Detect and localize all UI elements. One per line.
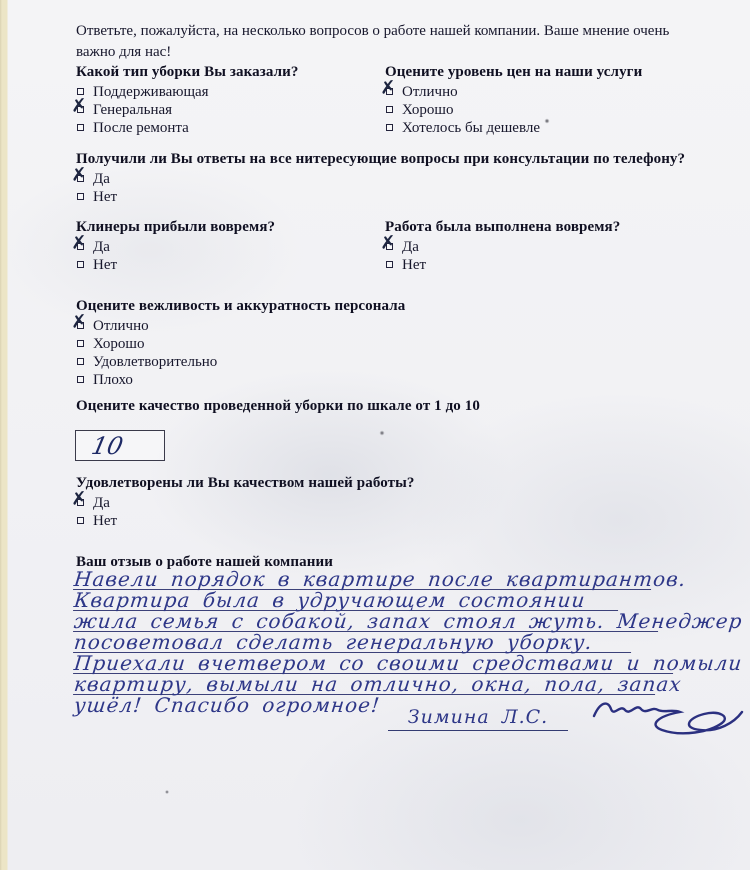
option-label: Поддерживающая	[93, 84, 209, 100]
handwritten-line: Квартира была в удручающем состоянии	[73, 590, 620, 611]
check-x-icon: ✗	[69, 163, 89, 187]
option-da	[69, 231, 384, 256]
feedback-label: Ваш отзыв о работе нашей компании	[76, 554, 333, 570]
question-label: Оцените уровень цен на наши услуги	[385, 64, 643, 80]
checkbox-icon	[77, 88, 84, 95]
option-da	[69, 487, 496, 512]
question-politeness	[69, 298, 576, 389]
option-otlichno	[378, 76, 715, 101]
option-label: Отлично	[93, 318, 149, 334]
handwritten-line: Приехали вчетвером со своими средствами и помыли	[72, 651, 744, 675]
handwritten-line: Навели порядок в квартире после квартирантов.	[72, 567, 688, 591]
check-x-icon: ✗	[69, 94, 89, 118]
question-label: Оцените вежливость и аккуратность персонала	[76, 298, 406, 314]
option-label: Да	[93, 239, 110, 255]
question-cleaning-type	[69, 64, 384, 137]
option-label: Да	[402, 239, 419, 255]
check-x-icon: ✗	[378, 231, 398, 255]
check-x-icon: ✗	[69, 487, 89, 511]
checkbox-icon	[386, 124, 393, 131]
checkbox-icon	[77, 261, 84, 268]
option-khorosho	[385, 101, 715, 119]
question-phone-consultation	[69, 151, 716, 206]
checkbox-icon	[77, 340, 84, 347]
quality-score-value: 10	[89, 432, 126, 460]
question-cleaners-arrival	[69, 219, 384, 274]
option-label: Да	[93, 495, 110, 511]
check-x-icon: ✗	[69, 231, 89, 255]
option-generalnaya	[69, 94, 384, 119]
option-khorosho	[76, 335, 576, 353]
option-label: Генеральная	[93, 102, 173, 118]
option-da	[378, 231, 715, 256]
question-label: Какой тип уборки Вы заказали?	[76, 64, 299, 80]
option-label: Да	[93, 171, 110, 187]
checkbox-icon	[77, 376, 84, 383]
option-net	[76, 512, 496, 530]
option-posle-remonta	[76, 119, 384, 137]
question-label: Работа была выполнена вовремя?	[385, 219, 621, 235]
checkbox-icon	[77, 517, 84, 524]
option-da	[69, 163, 716, 188]
option-plokho	[76, 371, 576, 389]
signature-name: Зимина Л.С.	[388, 706, 568, 731]
checkbox-icon	[77, 193, 84, 200]
option-label: Удовлетворительно	[93, 354, 218, 370]
handwritten-line: жила семья с собакой, запах стоял жуть. Менеджер	[72, 609, 744, 633]
checkbox-icon	[386, 106, 393, 113]
question-work-on-time	[378, 219, 715, 274]
option-otlichno	[69, 310, 576, 335]
option-label: Отлично	[402, 84, 458, 100]
signature-flourish	[592, 696, 744, 745]
option-podderzhivayushchaya	[76, 83, 384, 101]
option-label: Плохо	[93, 372, 133, 388]
option-net	[385, 256, 715, 274]
option-label: Нет	[93, 513, 118, 529]
checkbox-icon	[386, 261, 393, 268]
check-x-icon: ✗	[69, 310, 89, 334]
option-label: Хорошо	[402, 102, 454, 118]
option-label: Нет	[93, 189, 118, 205]
option-label: Нет	[93, 257, 118, 273]
check-x-icon: ✗	[378, 76, 398, 100]
handwritten-line: посоветовал сделать генеральную уборку.	[73, 632, 633, 653]
handwritten-line: квартиру, вымыли на отлично, окна, пола, запах	[72, 672, 683, 696]
intro-text: Ответьте, пожалуйста, на несколько вопросов о работе нашей компании. Ваше мнение очень важно для нас!	[76, 23, 670, 60]
signature-scribble-icon	[592, 696, 744, 740]
question-satisfied	[69, 475, 496, 530]
checkbox-icon	[77, 358, 84, 365]
question-label: Получили ли Вы ответы на все нитересующие вопросы при консультации по телефону?	[76, 151, 686, 167]
question-label: Клинеры прибыли вовремя?	[76, 219, 276, 235]
option-net	[76, 188, 716, 206]
checkbox-icon	[77, 124, 84, 131]
question-label: Удовлетворены ли Вы качеством нашей работы?	[76, 475, 415, 491]
option-udovletvoritelno	[76, 353, 576, 371]
option-label: Нет	[402, 257, 427, 273]
option-label: После ремонта	[93, 120, 189, 136]
quality-score-box	[75, 430, 165, 461]
option-label: Хорошо	[93, 336, 145, 352]
question-price-level	[378, 64, 715, 137]
option-net	[76, 256, 384, 274]
option-deshevle	[385, 119, 715, 137]
question-quality-score-label: Оцените качество проведенной уборки по шкале от 1 до 10	[76, 398, 480, 414]
handwritten-line: ушёл! Спасибо огромное!	[72, 693, 382, 717]
option-label: Хотелось бы дешевле	[402, 120, 540, 136]
